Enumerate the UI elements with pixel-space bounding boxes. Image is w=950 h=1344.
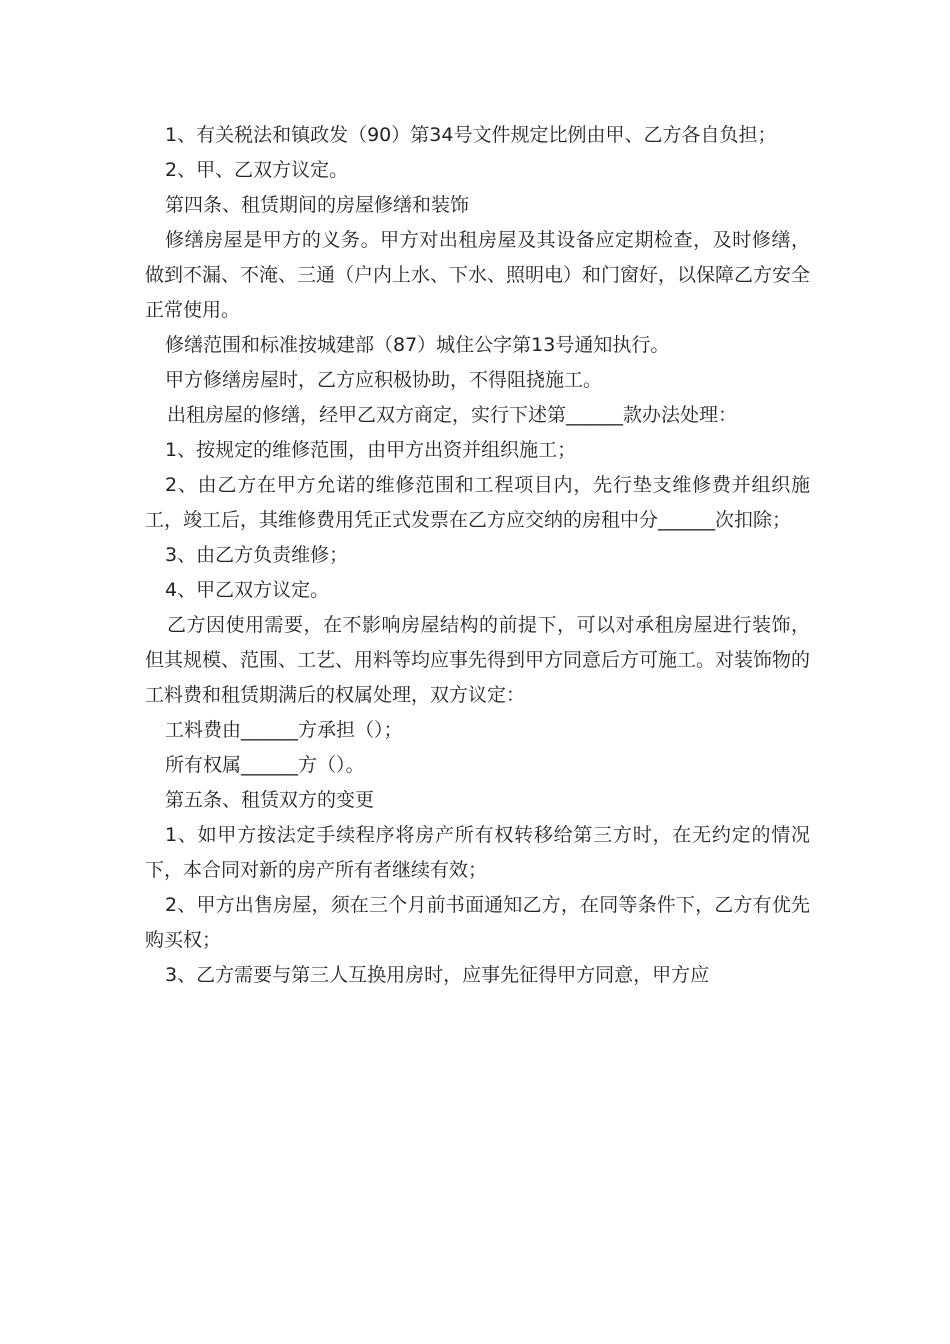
- section-heading: 第四条、租赁期间的房屋修缮和装饰: [165, 194, 470, 216]
- paragraph: 甲方修缮房屋时，乙方应积极协助，不得阻挠施工。: [165, 369, 603, 391]
- paragraph: 乙方因使用需要，在不影响房屋结构的前提下，可以对承租房屋进行装饰，但其规模、范围、工艺、用料等均应事先得到甲方同意后方可施工。对装饰物的工料费和租赁期满后的权属处理，双方议定：: [145, 614, 811, 706]
- paragraph: 1、有关税法和镇政发（90）第34号文件规定比例由甲、乙方各自负担；: [165, 124, 777, 146]
- paragraph: 所有权属______方（）。: [165, 754, 365, 776]
- paragraph: 工料费由______方承担（）；: [165, 719, 403, 741]
- paragraph: 2、甲、乙双方议定。: [165, 159, 349, 181]
- paragraph: 4、甲乙双方议定。: [165, 579, 330, 601]
- section-heading: 第五条、租赁双方的变更: [165, 789, 375, 811]
- paragraph: 3、乙方需要与第三人互换用房时，应事先征得甲方同意，甲方应: [165, 964, 710, 986]
- paragraph: 1、按规定的维修范围，由甲方出资并组织施工；: [165, 439, 577, 461]
- paragraph: 2、由乙方在甲方允诺的维修范围和工程项目内，先行垫支维修费并组织施工，竣工后，其维修费用凭正式发票在乙方应交纳的房租中分______次扣除；: [145, 474, 810, 531]
- paragraph: 1、如甲方按法定手续程序将房产所有权转移给第三方时，在无约定的情况下，本合同对新的房产所有者继续有效；: [145, 824, 810, 881]
- paragraph: 3、由乙方负责维修；: [165, 544, 349, 566]
- paragraph: 修缮范围和标准按城建部（87）城住公字第13号通知执行。: [165, 334, 670, 356]
- document-body: [145, 118, 810, 993]
- paragraph: 出租房屋的修缮，经甲乙双方商定，实行下述第______款办法处理：: [167, 404, 738, 426]
- paragraph: 2、甲方出售房屋，须在三个月前书面通知乙方，在同等条件下，乙方有优先购买权；: [145, 894, 810, 951]
- paragraph: 修缮房屋是甲方的义务。甲方对出租房屋及其设备应定期检查，及时修缮，做到不漏、不淹、三通（户内上水、下水、照明电）和门窗好，以保障乙方安全正常使用。: [145, 229, 811, 321]
